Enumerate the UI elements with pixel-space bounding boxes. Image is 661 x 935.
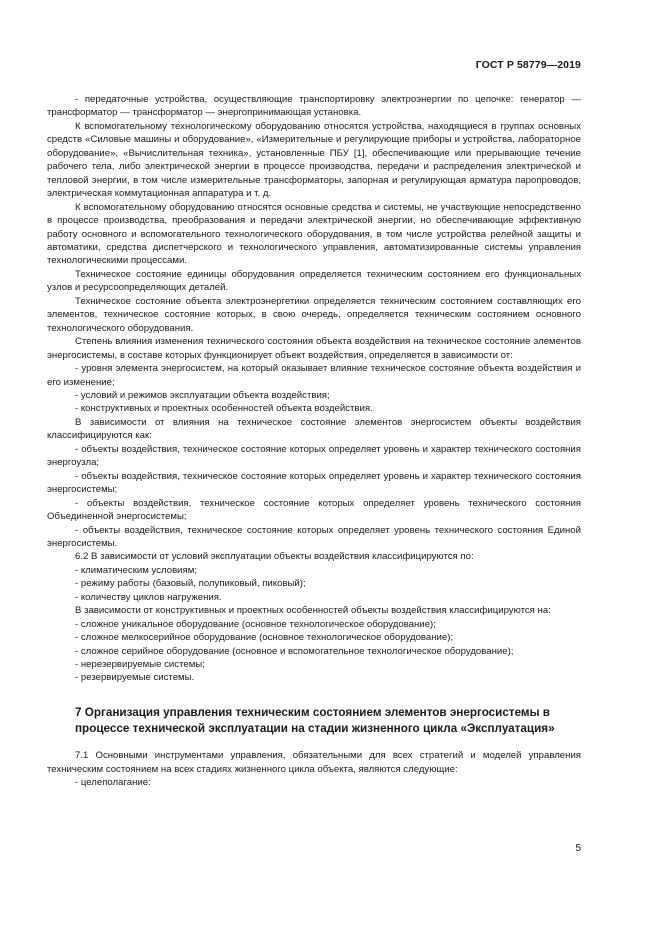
paragraph: 7.1 Основными инструментами управления, обязательными для всех стратегий и моделей управления техническим состоянием на всех стадиях жизненного цикла объекта, являются следующие:: [47, 750, 581, 775]
paragraph: В зависимости от конструктивных и проектных особенностей объекты воздействия классифицируются на:: [75, 605, 551, 617]
paragraph: Техническое состояние единицы оборудования определяется техническим состоянием его функциональных узлов и ресурсоопределяющих деталей.: [47, 268, 581, 294]
list-item: - объекты воздействия, техническое состояние которых определяет уровень технического состояния Объединенной энергосистемы;: [47, 497, 581, 523]
document-standard-code: ГОСТ Р 58779—2019: [475, 59, 581, 71]
paragraph: - передаточные устройства, осуществляющие транспортировку электроэнергии по цепочке: генератор — трансформатор — трансформатор — энергопринимающая установка.: [47, 94, 581, 119]
paragraph: К вспомогательному оборудованию относятся основные средства и системы, не участвующие непосредственно в процессе производства, преобразования и передачи электрической энергии, но обеспечивающие эффективную работу основного и вспомогательного технологического оборудования, в том числе устройства релейной защиты и автоматики, средства диспетчерского и технологического управления, автоматизированные системы управления технологическими процессами.: [47, 201, 581, 267]
list-item: - климатическим условиям;: [75, 564, 197, 576]
list-item: - сложное уникальное оборудование (основное технологическое оборудование);: [75, 618, 436, 630]
list-item: - нерезервируемые системы;: [75, 659, 205, 671]
list-item: - объекты воздействия, техническое состояние которых определяет уровень и характер технического состояния энергоузла;: [47, 443, 581, 469]
paragraph: В зависимости от влияния на техническое состояние элементов энергосистем объекты воздействия классифицируются как:: [47, 416, 581, 442]
list-item: - сложное серийное оборудование (основное и вспомогательное технологическое оборудование);: [75, 645, 514, 657]
paragraph: К вспомогательному технологическому оборудованию относятся устройства, находящиеся в группах основных средств «Силовые машины и оборудование», «Измерительные и регулирующие приборы и устройства, лабораторное оборудование», «Вычислительная техника», установленные ПБУ [1], обеспечивающие или прерывающие течение рабочего тела, либо электрической энергии в процессе производства, передачи и распределения электрической и тепловой энергии, в том числе измерительные трансформаторы, запорная и регулирующая арматура паропроводов, электрическая коммутационная аппаратура и т. д.: [47, 120, 581, 200]
list-item: - резервируемые системы.: [75, 672, 195, 684]
list-item: - режиму работы (базовый, полупиковый, пиковый);: [75, 578, 306, 590]
list-item: - объекты воздействия, техническое состояние которых определяет уровень и характер технического состояния энергосистемы;: [47, 470, 581, 496]
list-item: - сложное мелкосерийное оборудование (основное технологическое оборудование);: [75, 632, 454, 644]
list-item: - целеполагание:: [75, 777, 151, 789]
section-heading: 7 Организация управления техническим состоянием элементов энергосистемы в процессе технической эксплуатации на стадии жизненного цикла «Эксплуатация»: [75, 705, 555, 735]
list-item: - объекты воздействия, техническое состояние которых определяет уровень технического состояния Единой энергосистемы.: [47, 524, 581, 549]
list-item: - количеству циклов нагружения.: [75, 591, 222, 603]
list-item: - условий и режимов эксплуатации объекта воздействия;: [75, 389, 330, 401]
list-item: - уровня элемента энергосистем, на который оказывает влияние техническое состояние объекта воздействия и его изменение;: [47, 363, 581, 388]
paragraph: Степень влияния изменения технического состояния объекта воздействия на техническое состояние элементов энергосистемы, в составе которых функционирует объект воздействия, определяется в зависимости от:: [47, 336, 581, 361]
page-number: 5: [575, 843, 581, 854]
paragraph: Техническое состояние объекта электроэнергетики определяется техническим состоянием составляющих его элементов, техническое состояние которых, в свою очередь, определяется техническим состоянием основного технологического оборудования.: [47, 295, 581, 334]
document-body: [47, 93, 581, 789]
paragraph: 6.2 В зависимости от условий эксплуатации объекты воздействия классифицируются по:: [75, 551, 474, 563]
list-item: - конструктивных и проектных особенностей объекта воздействия.: [75, 403, 373, 415]
